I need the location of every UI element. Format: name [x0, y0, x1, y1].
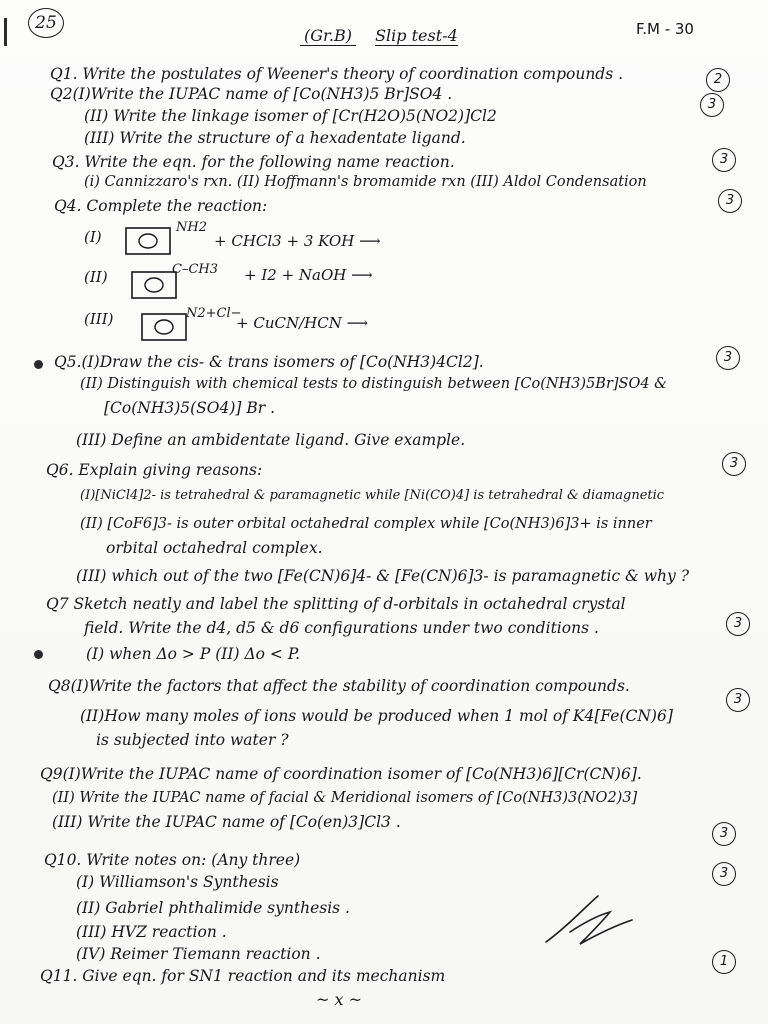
question-6-ii: (II) [CoF6]3- is outer orbital octahedral complex while [Co(NH3)6]3+ is inner — [80, 516, 652, 532]
question-9-iii: (III) Write the IUPAC name of [Co(en)3]Cl3 . — [52, 813, 401, 831]
question-5-ii-cont: [Co(NH3)5(SO4)] Br . — [104, 399, 276, 417]
question-9-i: Q9(I)Write the IUPAC name of coordination isomer of [Co(NH3)6][Cr(CN)6]. — [40, 765, 642, 783]
reaction-3-label: (III) — [84, 310, 114, 328]
question-8-ii-cont: is subjected into water ? — [96, 731, 289, 749]
mark-q6: 3 — [722, 452, 746, 476]
mark-q3: 3 — [712, 148, 736, 172]
question-6-i: (I)[NiCl4]2- is tetrahedral & paramagnetic while [Ni(CO)4] is tetrahedral & diamagnetic — [80, 488, 665, 503]
reaction-2-label: (II) — [84, 268, 108, 286]
question-8-ii: (II)How many moles of ions would be produced when 1 mol of K4[Fe(CN)6] — [80, 707, 673, 725]
mark-q1: 2 — [706, 68, 730, 92]
question-7: Q7 Sketch neatly and label the splitting of d-orbitals in octahedral crystal — [46, 595, 626, 613]
mark-q4: 3 — [718, 189, 742, 213]
group-label: (Gr.B) — [300, 26, 356, 46]
question-3-options: (i) Cannizzaro's rxn. (II) Hoffmann's bromamide rxn (III) Aldol Condensation — [84, 174, 647, 190]
question-1: Q1. Write the postulates of Weener's theory of coordination compounds . — [50, 65, 624, 83]
mark-q5: 3 — [716, 346, 740, 370]
question-7-cont: field. Write the d4, d5 & d6 configurations under two conditions . — [84, 619, 599, 637]
question-10: Q10. Write notes on: (Any three) — [44, 851, 301, 869]
mark-q10: 3 — [712, 862, 736, 886]
mark-q2: 3 — [700, 93, 724, 117]
question-4: Q4. Complete the reaction: — [54, 197, 268, 215]
question-6-ii-cont: orbital octahedral complex. — [106, 539, 323, 557]
reaction-3-reagents: + CuCN/HCN ⟶ — [236, 314, 369, 332]
reaction-1-substituent: NH2 — [176, 220, 207, 235]
question-6-iii: (III) which out of the two [Fe(CN)6]4- & [Fe(CN)6]3- is paramagnetic & why ? — [76, 567, 690, 585]
question-10-i: (I) Williamson's Synthesis — [76, 873, 279, 891]
question-10-iii: (III) HVZ reaction . — [76, 923, 227, 941]
teacher-signature — [540, 890, 640, 950]
reaction-1-reagents: + CHCl3 + 3 KOH ⟶ — [214, 232, 381, 250]
question-2-iii: (III) Write the structure of a hexadentate ligand. — [84, 129, 466, 147]
reaction-3-substituent: N2+Cl− — [186, 306, 242, 321]
benzene-ring-3 — [136, 308, 192, 348]
question-3: Q3. Write the eqn. for the following name reaction. — [52, 153, 455, 171]
margin-bullet — [34, 360, 43, 369]
reaction-1-label: (I) — [84, 228, 102, 246]
question-10-ii: (II) Gabriel phthalimide synthesis . — [76, 899, 350, 917]
mark-q7: 3 — [726, 612, 750, 636]
full-marks: F.M - 30 — [636, 20, 694, 38]
question-5-iii: (III) Define an ambidentate ligand. Give example. — [76, 431, 466, 449]
question-6: Q6. Explain giving reasons: — [46, 461, 263, 479]
question-8-i: Q8(I)Write the factors that affect the stability of coordination compounds. — [48, 677, 630, 695]
test-title: Slip test-4 — [375, 26, 458, 45]
question-2-ii: (II) Write the linkage isomer of [Cr(H2O)5(NO2)]Cl2 — [84, 107, 497, 125]
mark-q9: 3 — [712, 822, 736, 846]
question-7-conditions: (I) when Δo > P (II) Δo < P. — [86, 645, 301, 663]
end-mark: ~ x ~ — [316, 990, 363, 1009]
reaction-2-reagents: + I2 + NaOH ⟶ — [244, 266, 373, 284]
edge-tick — [4, 18, 7, 46]
margin-bullet-2 — [34, 650, 43, 659]
question-2-i: Q2(I)Write the IUPAC name of [Co(NH3)5 Br]SO4 . — [50, 85, 453, 103]
mark-q8: 3 — [726, 688, 750, 712]
question-11: Q11. Give eqn. for SN1 reaction and its mechanism — [40, 967, 446, 985]
mark-q11: 1 — [712, 950, 736, 974]
score-circle: 25 — [28, 8, 64, 38]
question-10-iv: (IV) Reimer Tiemann reaction . — [76, 945, 321, 963]
question-9-ii: (II) Write the IUPAC name of facial & Meridional isomers of [Co(NH3)3(NO2)3] — [52, 790, 638, 806]
question-5-ii: (II) Distinguish with chemical tests to distinguish between [Co(NH3)5Br]SO4 & — [80, 376, 668, 392]
page-title — [300, 26, 458, 46]
question-5-i: Q5.(I)Draw the cis- & trans isomers of [Co(NH3)4Cl2]. — [54, 353, 484, 371]
reaction-2-substituent: C–CH3 — [172, 262, 219, 277]
benzene-ring-1 — [120, 222, 176, 262]
